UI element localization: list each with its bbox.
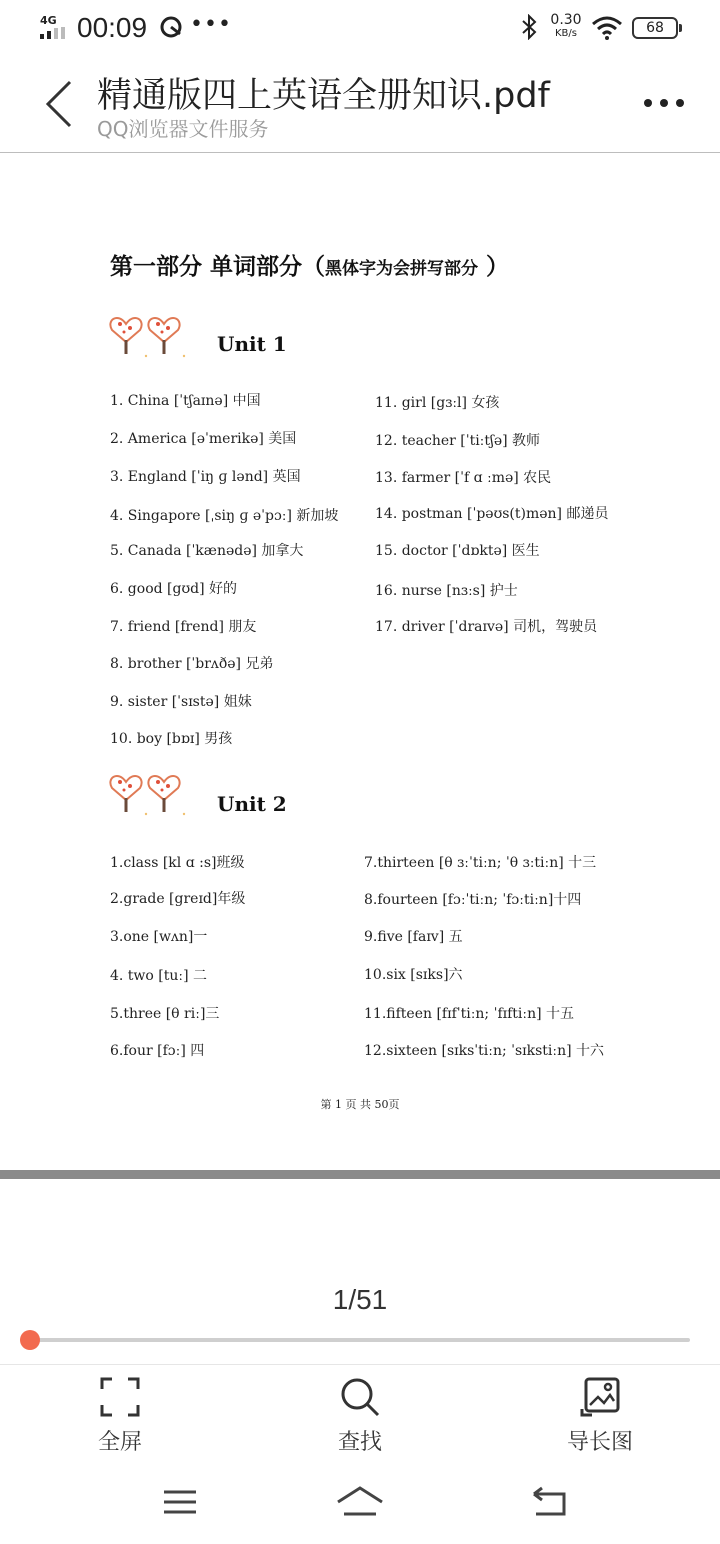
page-divider [0,1170,720,1179]
vocab-item: 8. brother [ˈbrʌðə] 兄弟 [110,656,274,672]
vocab-item: 4. Singapore [ˌsiŋ ɡ əˈpɔː] 新加坡 [110,508,339,524]
vocab-item: 13. farmer [ˈf ɑ ːmə] 农民 [375,470,552,486]
heart-tree-decoration-icon [106,768,190,818]
bottom-toolbar [0,1364,720,1459]
network-speed: 0.30 KB/s [550,12,582,39]
vocab-item: 4. two [tuː] 二 [110,968,208,984]
vocab-item: 1. China [ˈtʃaɪnə] 中国 [110,393,261,409]
vocab-item: 10. boy [bɒɪ] 男孩 [110,731,233,747]
vocab-item: 12. teacher [ˈtiːtʃə] 教师 [375,433,541,449]
back-nav-icon[interactable] [520,1480,580,1524]
vocab-item: 8.fourteen [fɔːˈtiːn; ˈfɔːtiːn]十四 [364,892,582,908]
vocab-item: 11.fifteen [fɪfˈtiːn; ˈfɪftiːn] 十五 [364,1006,575,1022]
slider-thumb[interactable] [20,1330,40,1350]
heart-tree-decoration-icon [106,310,190,360]
section-heading: 第一部分 单词部分（黑体字为会拼写部分 ） [110,253,510,280]
clock: 00:09 [77,12,148,43]
vocab-item: 10.six [sɪks]六 [364,967,463,983]
document-title: 精通版四上英语全册知识.pdf [97,76,550,116]
vocab-item: 5.three [θ riː]三 [110,1006,220,1022]
vocab-item: 14. postman [ˈpəʊs(t)mən] 邮递员 [375,506,609,522]
wifi-icon [591,16,623,40]
search-button[interactable]: 查找 [300,1375,420,1455]
vocab-item: 7.thirteen [θ ɜːˈtiːn; ˈθ ɜːtiːn] 十三 [364,855,597,871]
more-notifications-icon: ••• [190,12,232,37]
pdf-page [0,154,720,1170]
vocab-item: 11. girl [gɜːl] 女孩 [375,395,500,411]
home-icon[interactable] [330,1480,390,1524]
document-source: QQ浏览器文件服务 [97,117,269,141]
long-image-button[interactable]: 导长图 [540,1375,660,1455]
vocab-item: 2.grade [greɪd]年级 [110,891,246,907]
unit-heading: Unit 2 [217,792,287,816]
app-header [0,58,720,153]
page-indicator: 1/51 [332,1284,388,1315]
bluetooth-icon [520,14,538,40]
search-icon [338,1375,382,1419]
page-slider[interactable] [28,1336,690,1344]
status-bar [0,0,720,58]
page-footer: 第 1 页 共 50页 [320,1098,400,1111]
qq-browser-icon [160,16,182,38]
vocab-item: 6.four [fɔː] 四 [110,1043,205,1059]
vocab-item: 5. Canada [ˈkænədə] 加拿大 [110,543,304,559]
vocab-item: 9. sister [ˈsɪstə] 姐妹 [110,694,252,710]
unit-heading: Unit 1 [217,332,287,356]
vocab-item: 3.one [wʌn]一 [110,929,208,945]
vocab-item: 2. America [əˈmerikə] 美国 [110,431,297,447]
menu-icon[interactable] [150,1480,210,1524]
long-image-icon [578,1375,622,1419]
slider-track[interactable] [28,1338,690,1342]
vocab-item: 9.five [faɪv] 五 [364,929,463,945]
vocab-item: 12.sixteen [sɪksˈtiːn; ˈsɪkstiːn] 十六 [364,1043,605,1059]
fullscreen-button[interactable]: 全屏 [60,1375,180,1455]
vocab-item: 15. doctor [ˈdɒktə] 医生 [375,543,540,559]
vocab-item: 7. friend [frend] 朋友 [110,619,257,635]
vocab-item: 17. driver [ˈdraɪvə] 司机，驾驶员 [375,619,598,635]
signal-icon [40,27,70,39]
vocab-item: 1.class [kl ɑ :s]班级 [110,855,245,871]
fullscreen-icon [98,1375,142,1419]
network-type: 4G [40,14,57,27]
battery-indicator: 68 [632,17,678,39]
more-options-icon[interactable] [640,94,688,110]
back-icon[interactable] [36,74,80,134]
vocab-item: 16. nurse [nɜːs] 护士 [375,583,518,599]
vocab-item: 3. England [ˈiŋ ɡ lənd] 英国 [110,469,301,485]
vocab-item: 6. good [gʊd] 好的 [110,581,238,597]
system-nav-bar [0,1460,720,1544]
